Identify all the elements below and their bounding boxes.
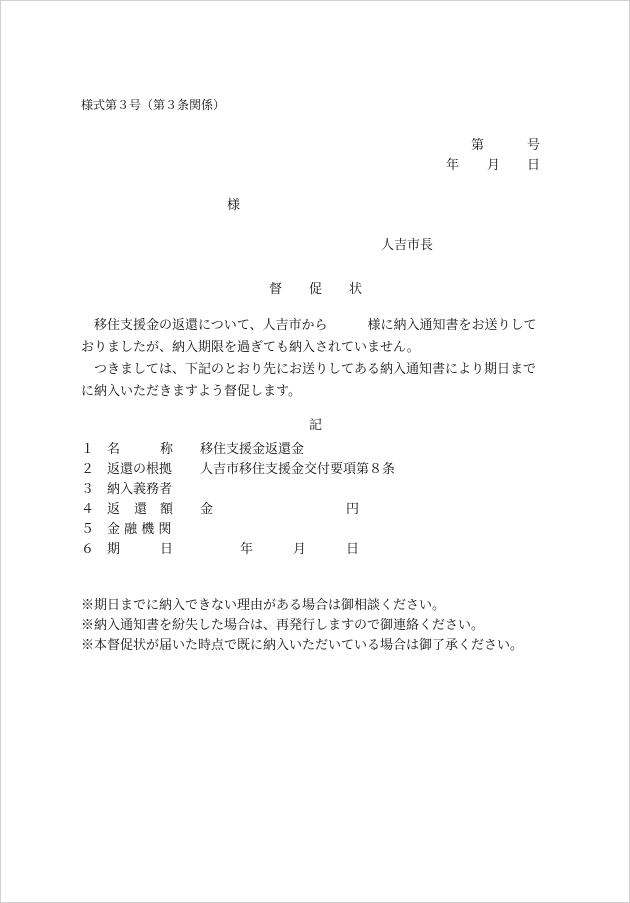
item-label-part: 還 (134, 502, 148, 517)
item-value: 人吉市移住支援金交付要項第８条 (200, 462, 396, 477)
title-char-2: 促 (309, 282, 323, 297)
date-day: 日 (527, 158, 541, 173)
body-text (81, 315, 561, 403)
body-p1-sama: 様に納入通知書をお送りして (367, 318, 537, 333)
item-label: 金 融 機 関 (107, 522, 172, 537)
item-date-day: 日 (346, 542, 360, 557)
addressee-suffix: 様 (227, 198, 241, 213)
item-label-part: 額 (160, 502, 174, 517)
item-number: ３ (81, 482, 95, 497)
doc-number-dai: 第 (471, 138, 485, 153)
item-value: 移住支援金返還金 (200, 442, 305, 457)
item-number: １ (81, 442, 95, 457)
item-label-part: 名 (107, 442, 121, 457)
item-label: 返還の根拠 (107, 462, 173, 477)
item-value-prefix: 金 (200, 502, 214, 517)
form-label: 様式第３号（第３条関係） (81, 98, 226, 112)
item-date-year: 年 (240, 542, 254, 557)
item-label: 納入義務者 (107, 482, 173, 497)
item-label-part: 期 (107, 542, 121, 557)
item-label-part: 返 (107, 502, 121, 517)
item-label-part: 称 (160, 442, 174, 457)
sender-name: 人吉市長 (381, 238, 434, 253)
body-paragraph-2-line-2: に納入いただきますよう督促します。 (81, 384, 301, 399)
item-number: ６ (81, 542, 95, 557)
body-paragraph-1 (81, 315, 561, 337)
body-paragraph-1-line-2: おりましたが、納入期限を過ぎても納入されていません。 (81, 340, 420, 355)
item-value-suffix: 円 (346, 502, 360, 517)
item-label-part: 日 (160, 542, 174, 557)
item-number: ２ (81, 462, 95, 477)
item-date-month: 月 (293, 542, 307, 557)
date-month: 月 (487, 158, 501, 173)
doc-number-go: 号 (527, 138, 541, 153)
title-char-1: 督 (269, 282, 283, 297)
item-number: ５ (81, 522, 95, 537)
date-year: 年 (446, 158, 460, 173)
note-2: ※納入通知書を紛失した場合は、再発行しますので御連絡ください。 (81, 618, 485, 633)
note-1: ※期日までに納入できない理由がある場合は御相談ください。 (81, 598, 446, 613)
body-p1-part1: 移住支援金の返還について、人吉市から (94, 318, 328, 333)
ki-heading: 記 (309, 418, 323, 433)
note-3: ※本督促状が届いた時点で既に納入いただいている場合は御了承ください。 (81, 638, 524, 653)
title-char-3: 状 (349, 282, 363, 297)
item-number: ４ (81, 502, 95, 517)
body-paragraph-2: つきましては、下記のとおり先にお送りしてある納入通知書により期日まで (94, 362, 537, 377)
